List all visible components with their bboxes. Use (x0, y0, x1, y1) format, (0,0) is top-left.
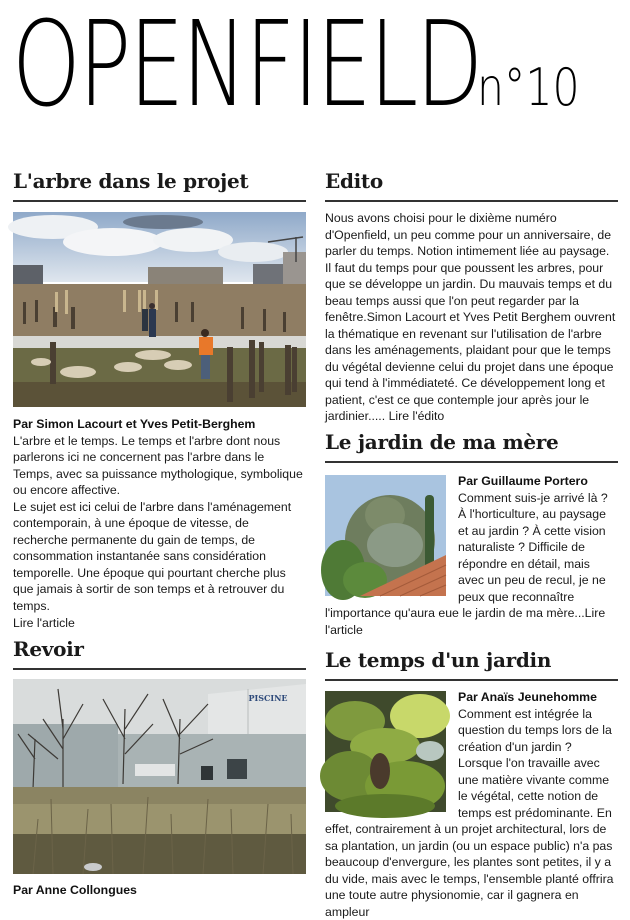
tree-roof-image (325, 475, 446, 596)
article-arbre-photo[interactable] (13, 212, 306, 407)
edito-body (325, 210, 618, 425)
article-excerpt: L'arbre et le temps. Le temps et l'arbre dont nous parlerons ici ne concernent pas l'arbre dans le Temps, avec sa puissance mythologique, symbolique ou encore affective. (13, 433, 306, 499)
article-arbre (13, 168, 306, 202)
article-temps-jardin-body (325, 689, 618, 920)
read-edito-link[interactable]: Lire l'édito (389, 409, 445, 423)
section-title[interactable]: L'arbre dans le projet (13, 168, 306, 202)
article-jardin-mere (325, 429, 618, 463)
section-title[interactable]: Le jardin de ma mère (325, 429, 618, 463)
article-excerpt: Le sujet est ici celui de l'arbre dans l'aménagement contemporain, à une époque de vitesse, de recherche permanente du gain de temps, de consommation instantanée sans considération temporelle. Une époque qui pourtant cherche plus que jamais à sortir de son temps et à retrouver du temps. (13, 499, 306, 615)
site-logo[interactable]: OPENFIELD (12, 14, 481, 114)
article-arbre-body (13, 416, 306, 632)
article-byline: Par Anaïs Jeunehomme (325, 689, 618, 706)
construction-site-image (13, 212, 306, 407)
article-byline: Par Guillaume Portero (325, 473, 618, 490)
article-temps-jardin (325, 647, 618, 681)
garden-foliage-image (325, 691, 446, 812)
article-revoir-body (13, 882, 306, 899)
article-byline: Par Anne Collongues (13, 882, 306, 899)
article-jardin-mere-photo[interactable] (325, 475, 446, 596)
section-title[interactable]: Revoir (13, 636, 306, 670)
issue-number: n°10 (477, 58, 580, 118)
article-revoir (13, 636, 306, 670)
article-excerpt: Comment est intégrée la question du temps lors de la création d'un jardin ? Lorsque l'on travaille avec une matière vivante comme le végétal, cette notion de temps est prédominante. En effet, contrairement à un projet architectural, lors de sa plantation, un jardin (ou un espace public) n'a pas beaucoup d'envergure, les plantes sont petites, il y a du vide, mais avec le temps, l'ensemble planté offrira une toute autre physionomie, car il gagnera en ampleur (325, 706, 618, 920)
masthead (12, 14, 622, 114)
wasteland-building-image (13, 679, 306, 874)
read-article-link[interactable]: Lire l'article (325, 606, 605, 637)
article-byline: Par Simon Lacourt et Yves Petit-Berghem (13, 416, 306, 433)
section-title[interactable]: Edito (325, 168, 618, 202)
article-edito (325, 168, 618, 202)
read-article-link[interactable]: Lire l'article (13, 616, 75, 630)
article-revoir-photo[interactable] (13, 679, 306, 874)
article-excerpt: Comment suis-je arrivé là ? À l'horticulture, au paysage et au jardin ? À cette vision naturaliste ? Difficile de répondre en détail, mais avec un peu de recul, je ne peux que reconnaître l'importance qu'aura eue le jardin de ma mère... (325, 491, 608, 621)
article-temps-jardin-photo[interactable] (325, 691, 446, 812)
article-jardin-mere-body (325, 473, 618, 638)
section-title[interactable]: Le temps d'un jardin (325, 647, 618, 681)
edito-text: Nous avons choisi pour le dixième numéro d'Openfield, un peu comme pour un anniversaire, de parler du temps. Notion intimement liée au paysage. Il faut du temps pour que poussent les arbres, pour que se développe un jardin. Du mauvais temps et du beau temps aussi que l'on peut regarder par la fenêtre.Simon Lacourt et Yves Petit Berghem ouvrent la thématique en revenant sur l'utilisation de l'arbre dans les aménagements, plaidant pour que le temps du végétal devienne celui du projet dans une époque qui tend à l'immédiateté. Ce développement long et patient, c'est ce que contemple jour après jour le jardinier..... (325, 211, 615, 423)
piscine-sign: PISCINE (248, 693, 287, 703)
